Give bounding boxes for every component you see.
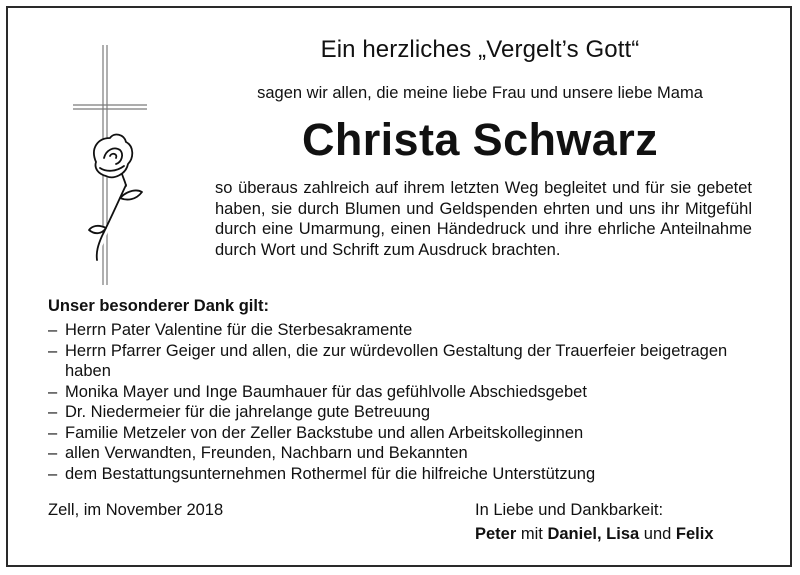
signer-connector: und [643, 525, 672, 543]
list-item: – Familie Metzeler von der Zeller Backstube und allen Arbeitskolleginnen [48, 423, 748, 444]
signer-name: Peter [475, 525, 517, 543]
thanks-list [48, 320, 748, 484]
thanks-title: Unser besonderer Dank gilt: [48, 297, 269, 315]
list-item: – Dr. Niedermeier für die jahrelange gute Betreuung [48, 402, 748, 423]
signer-connector: mit [520, 525, 543, 543]
list-item: – Herrn Pfarrer Geiger und allen, die zur würdevollen Gestaltung der Trauerfeier beigetragen haben [48, 341, 748, 382]
closing-phrase: In Liebe und Dankbarkeit: [475, 501, 664, 519]
list-item: – dem Bestattungsunternehmen Rothermel für die hilfreiche Unterstützung [48, 464, 748, 485]
signer-name: Daniel, [547, 525, 602, 543]
notice-heading: Ein herzliches „Vergelt’s Gott“ [320, 36, 640, 63]
signer-name: Lisa [606, 525, 640, 543]
deceased-name: Christa Schwarz [301, 114, 659, 165]
notice-paragraph: so überaus zahlreich auf ihrem letzten Weg begleitet und für sie gebetet haben, sie durch Blumen und Geldspenden ehrten und uns ihr Mitgefühl durch eine Umarmung, einen Händedruck und ihre ehrliche Anteilnahme durch Wort und Schrift zum Ausdruck brachten. [215, 179, 752, 259]
cross-with-rose-icon [70, 40, 150, 290]
list-item: – Monika Mayer und Inge Baumhauer für das gefühlvolle Abschiedsgebet [48, 382, 748, 403]
list-item: – Herrn Pater Valentine für die Sterbesakramente [48, 320, 748, 341]
list-item: – allen Verwandten, Freunden, Nachbarn und Bekannten [48, 443, 748, 464]
signers [475, 525, 714, 544]
notice-subheading: sagen wir allen, die meine liebe Frau und unsere liebe Mama [257, 84, 703, 102]
signer-name: Felix [675, 525, 714, 543]
place-date: Zell, im November 2018 [48, 501, 224, 519]
